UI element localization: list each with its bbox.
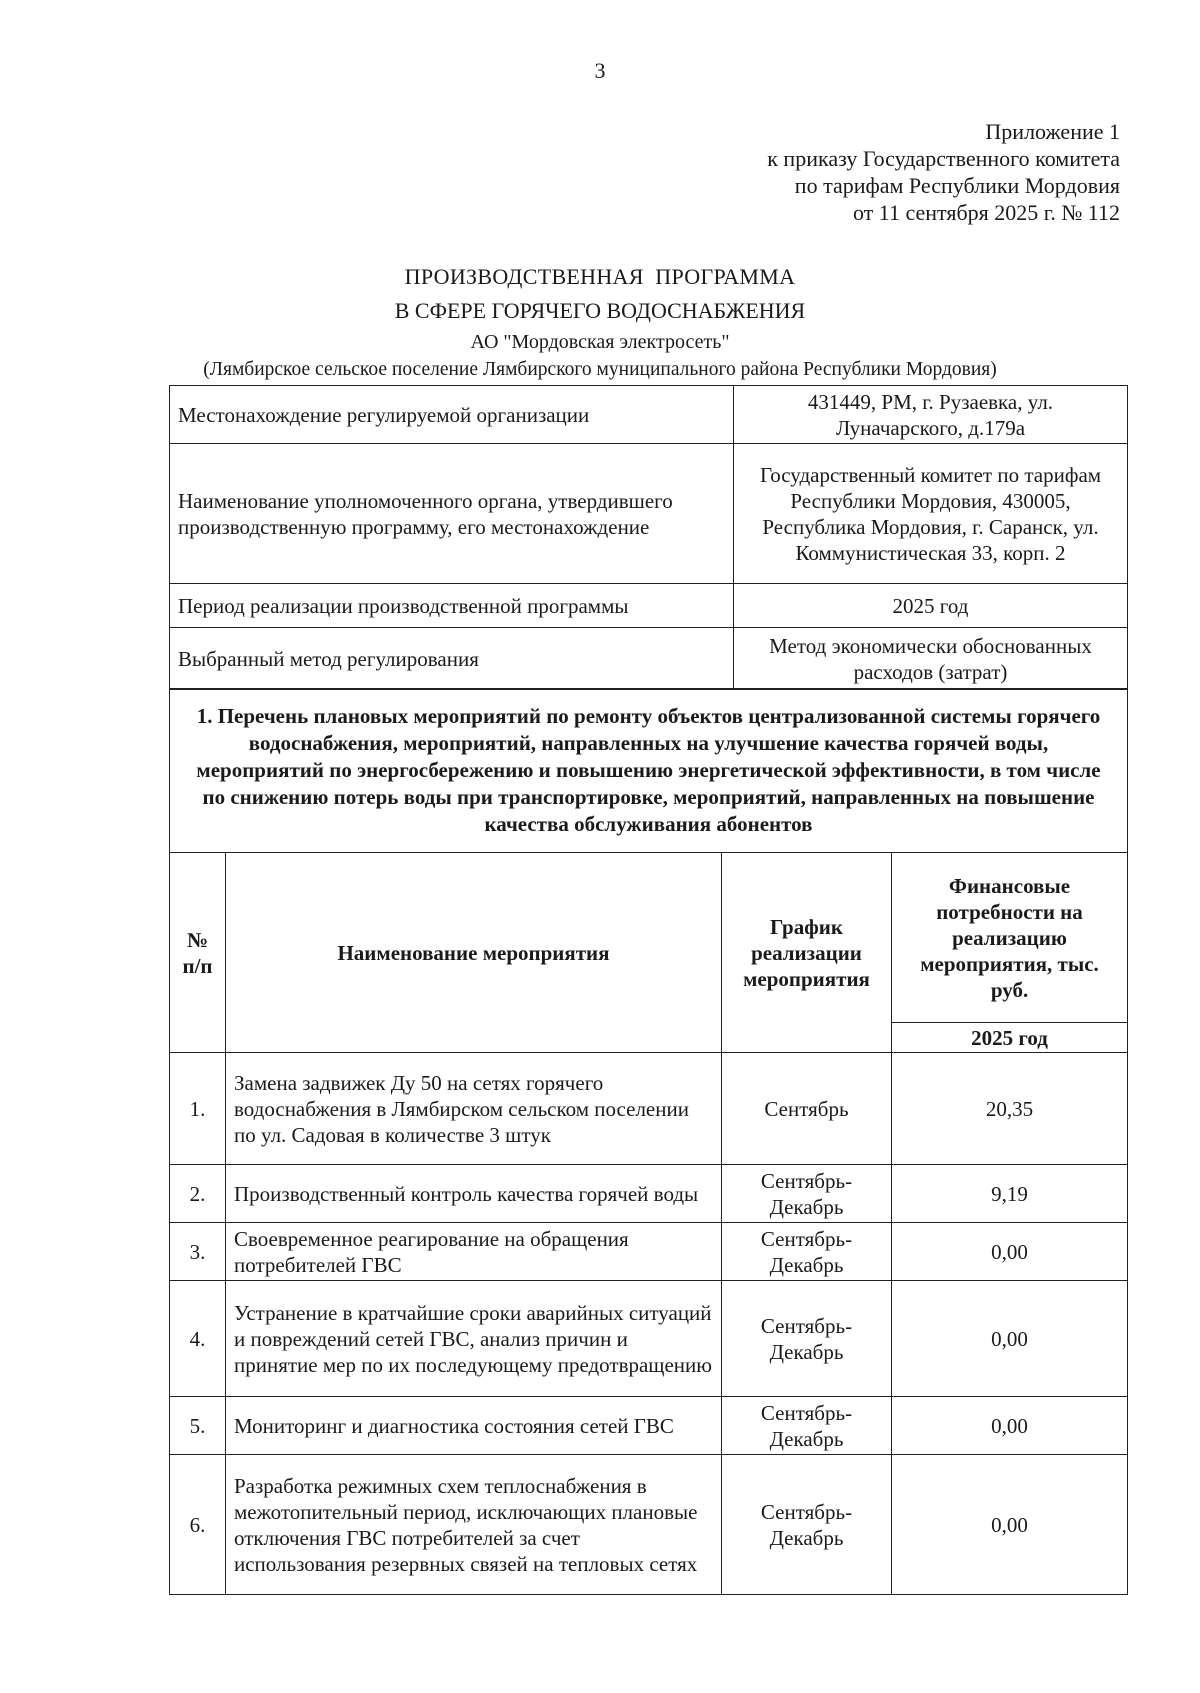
column-header-year: 2025 год	[892, 1023, 1128, 1053]
row-schedule: Сентябрь-Декабрь	[722, 1397, 892, 1455]
row-activity-name: Разработка режимных схем теплоснабжения в межотопительный период, исключающих плановые отключения ГВС потребителей за счет использования резервных связей на тепловых сетях	[226, 1455, 722, 1595]
info-value: 431449, РМ, г. Рузаевка, ул. Луначарского, д.179а	[734, 386, 1128, 444]
row-activity-name: Устранение в кратчайшие сроки аварийных ситуаций и повреждений сетей ГВС, анализ причин и принятие мер по их последующему предотвращению	[226, 1281, 722, 1397]
row-activity-name: Производственный контроль качества горячей воды	[226, 1165, 722, 1223]
column-header-number: № п/п	[170, 853, 226, 1053]
appendix-line: к приказу Государственного комитета	[767, 146, 1120, 171]
row-number: 1.	[170, 1053, 226, 1165]
row-number: 3.	[170, 1223, 226, 1281]
info-row	[170, 386, 1128, 444]
section-heading-row	[170, 689, 1128, 853]
row-amount: 9,19	[892, 1165, 1128, 1223]
column-header-finance: Финансовые потребности на реализацию мероприятия, тыс. руб.	[892, 853, 1128, 1023]
row-activity-name: Своевременное реагирование на обращения потребителей ГВС	[226, 1223, 722, 1281]
row-schedule: Сентябрь-Декабрь	[722, 1223, 892, 1281]
info-value: 2025 год	[734, 584, 1128, 628]
table-row	[170, 1281, 1128, 1397]
appendix-line: Приложение 1	[985, 119, 1120, 144]
info-table	[169, 385, 1128, 690]
info-value: Государственный комитет по тарифам Республики Мордовия, 430005, Республика Мордовия, г. Саранск, ул. Коммунистическая 33, корп. 2	[734, 444, 1128, 584]
table-row	[170, 1053, 1128, 1165]
info-value: Метод экономически обоснованных расходов (затрат)	[734, 628, 1128, 690]
organization-name: АО "Мордовская электросеть"	[470, 331, 730, 353]
column-header-schedule: График реализации мероприятия	[722, 853, 892, 1053]
info-row	[170, 628, 1128, 690]
row-number: 6.	[170, 1455, 226, 1595]
title-line-1: ПРОИЗВОДСТВЕННАЯ ПРОГРАММА	[404, 264, 796, 289]
table-row	[170, 1165, 1128, 1223]
appendix-line: от 11 сентября 2025 г. № 112	[852, 200, 1120, 225]
info-row	[170, 444, 1128, 584]
document-title	[0, 260, 1200, 384]
table-row	[170, 1397, 1128, 1455]
info-row	[170, 584, 1128, 628]
appendix-block	[767, 118, 1120, 226]
area-name: (Лямбирское сельское поселение Лямбирского муниципального района Республики Мордовия)	[203, 359, 997, 380]
appendix-line: по тарифам Республики Мордовия	[794, 173, 1120, 198]
section-heading: 1. Перечень плановых мероприятий по ремонту объектов централизованной системы горячего водоснабжения, мероприятий, направленных на улучшение качества горячей воды, мероприятий по энергосбережению и повышению энергетической эффективности, в том числе по снижению потерь воды при транспортировке, мероприятий, направленных на повышение качества обслуживания абонентов	[170, 689, 1128, 853]
plan-table	[169, 688, 1128, 1595]
header-row	[170, 853, 1128, 1023]
row-amount: 0,00	[892, 1455, 1128, 1595]
row-number: 4.	[170, 1281, 226, 1397]
row-schedule: Сентябрь-Декабрь	[722, 1281, 892, 1397]
row-activity-name: Мониторинг и диагностика состояния сетей ГВС	[226, 1397, 722, 1455]
row-amount: 20,35	[892, 1053, 1128, 1165]
row-amount: 0,00	[892, 1397, 1128, 1455]
info-label: Местонахождение регулируемой организации	[170, 386, 734, 444]
row-number: 2.	[170, 1165, 226, 1223]
table-row	[170, 1223, 1128, 1281]
row-activity-name: Замена задвижек Ду 50 на сетях горячего водоснабжения в Лямбирском сельском поселении по ул. Садовая в количестве 3 штук	[226, 1053, 722, 1165]
info-label: Период реализации производственной программы	[170, 584, 734, 628]
table-row	[170, 1455, 1128, 1595]
row-schedule: Сентябрь-Декабрь	[722, 1455, 892, 1595]
page-number: 3	[594, 58, 606, 83]
info-label: Выбранный метод регулирования	[170, 628, 734, 690]
title-line-2: В СФЕРЕ ГОРЯЧЕГО ВОДОСНАБЖЕНИЯ	[394, 298, 806, 323]
row-amount: 0,00	[892, 1223, 1128, 1281]
row-schedule: Сентябрь	[722, 1053, 892, 1165]
info-label: Наименование уполномоченного органа, утвердившего производственную программу, его местонахождение	[170, 444, 734, 584]
row-schedule: Сентябрь-Декабрь	[722, 1165, 892, 1223]
column-header-name: Наименование мероприятия	[226, 853, 722, 1053]
row-number: 5.	[170, 1397, 226, 1455]
row-amount: 0,00	[892, 1281, 1128, 1397]
